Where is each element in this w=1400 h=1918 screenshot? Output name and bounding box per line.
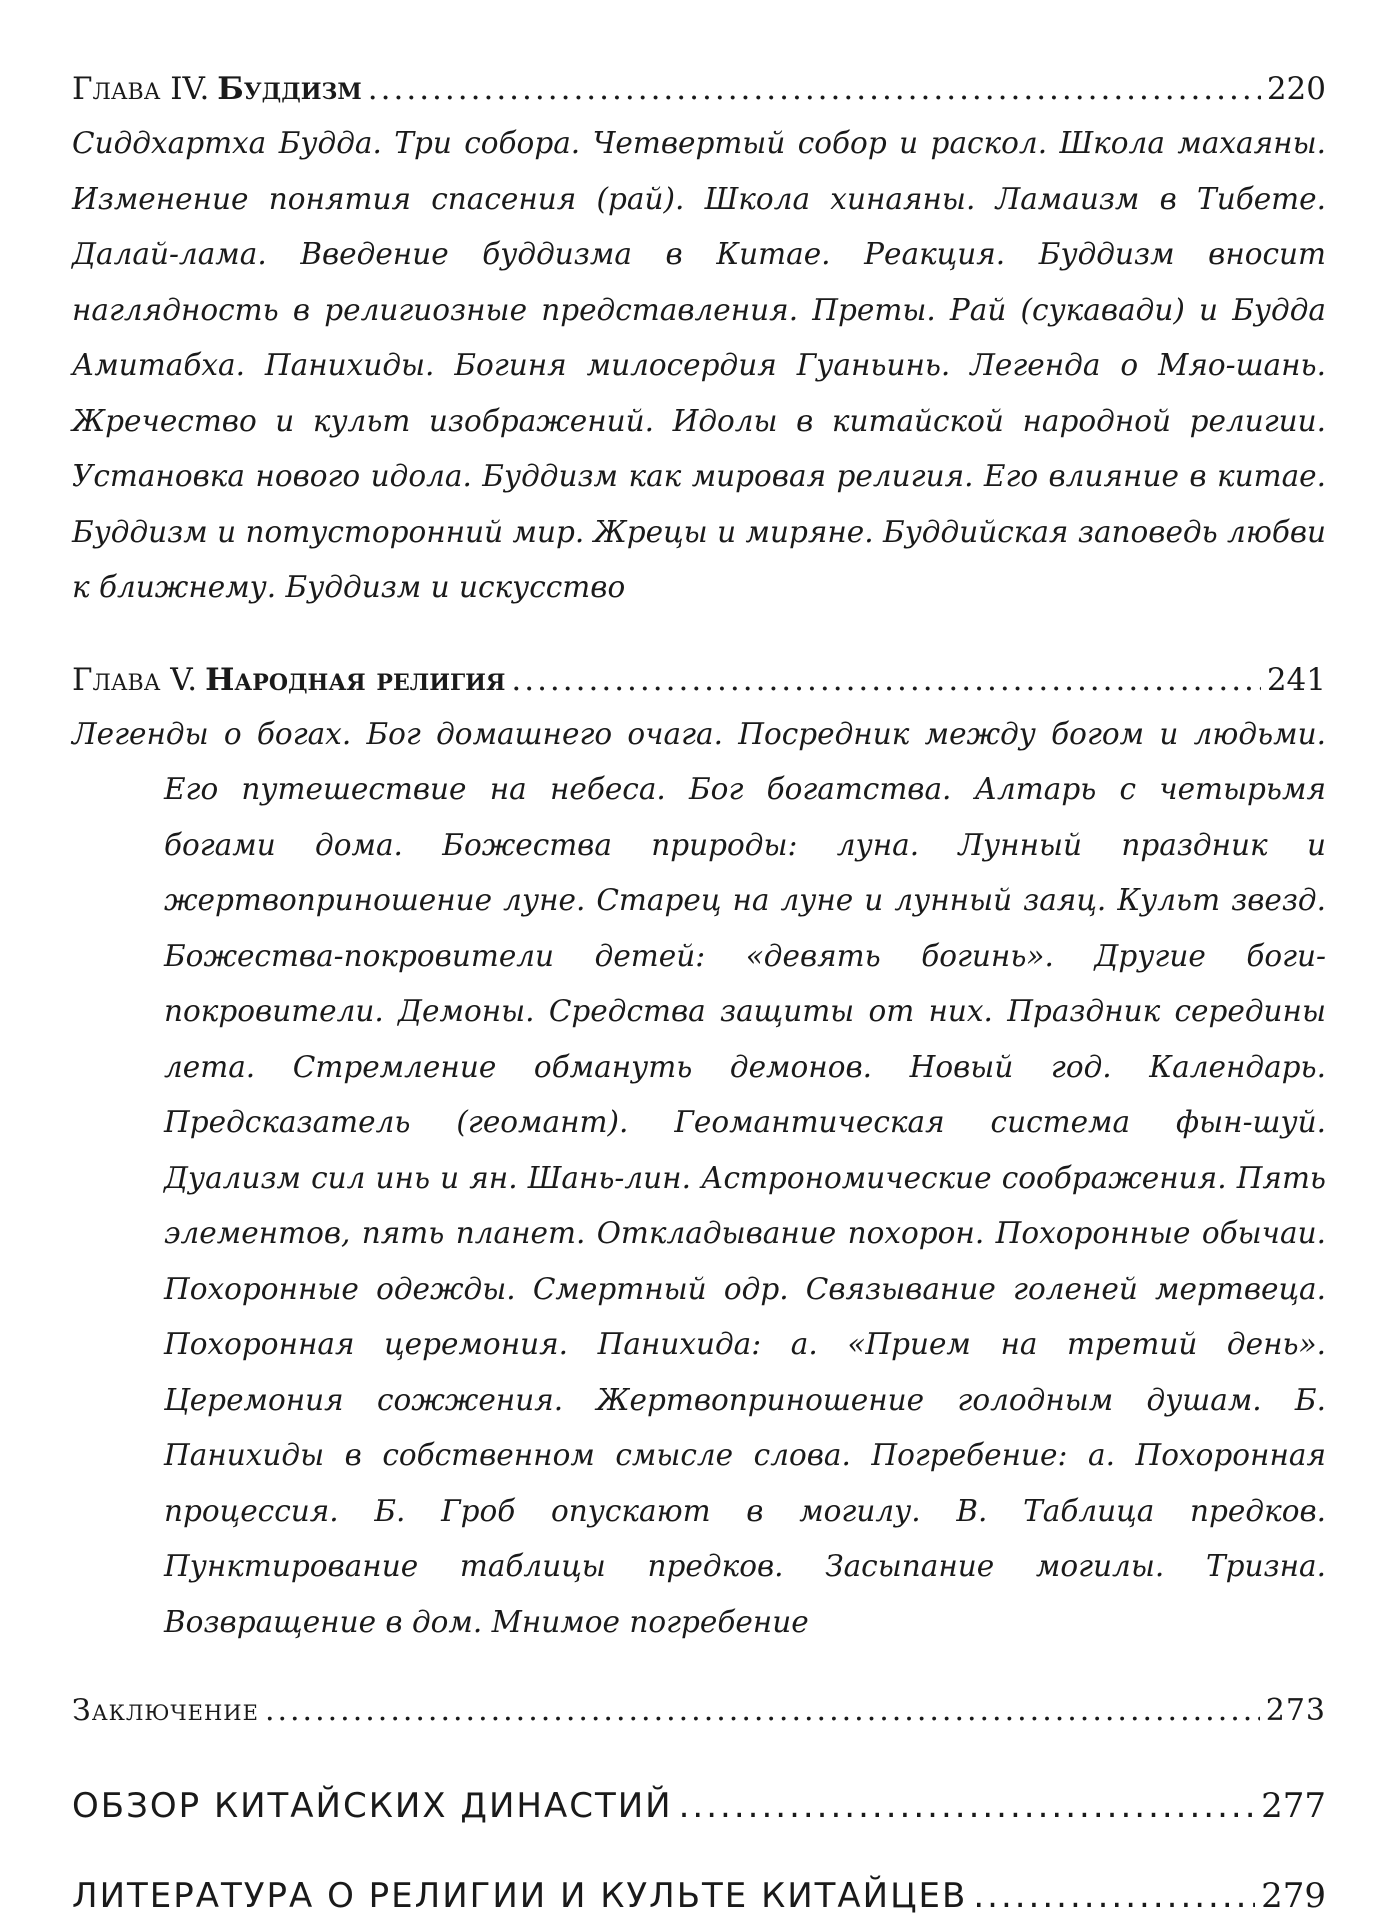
- entry-title: ЛИТЕРАТУРА О РЕЛИГИИ И КУЛЬТЕ КИТАЙЦЕВ: [72, 1876, 968, 1916]
- toc-entry-heading: [72, 659, 505, 701]
- dot-leader: [368, 68, 1261, 110]
- toc-entry-heading: [72, 68, 362, 110]
- page-number: 220: [1266, 71, 1326, 107]
- page-number: 279: [1261, 1876, 1326, 1916]
- toc-entry-line: [72, 68, 1326, 110]
- page-number: 277: [1261, 1786, 1326, 1826]
- dot-leader: [511, 659, 1260, 701]
- dot-leader: [265, 1690, 1260, 1732]
- entry-title: Заключение: [72, 1693, 259, 1728]
- table-of-contents: [72, 68, 1326, 1918]
- dot-leader: [973, 1874, 1255, 1918]
- chapter-title: Народная религия: [205, 661, 506, 698]
- toc-entry-line: [72, 1690, 1326, 1732]
- chapter-title: Буддизм: [217, 71, 362, 107]
- toc-entry-conclusion: [72, 1690, 1326, 1732]
- toc-appendix-entries: [72, 1784, 1326, 1918]
- entry-title: ОБЗОР КИТАЙСКИХ ДИНАСТИЙ: [72, 1786, 673, 1826]
- toc-entry-dynasties: [72, 1784, 1326, 1828]
- toc-entry-line: [72, 659, 1326, 701]
- chapter-summary: Легенды о богах. Бог домашнего очага. Посредник между богом и людьми. Его путешествие на небеса. Бог богатства. Алтарь с четырьмя богами дома. Божества природы: луна. Лунный праздник и жертвоприношение луне. Старец на луне и лунный заяц. Культ звезд. Божества-покровители детей: «девять богинь». Другие боги-покровители. Демоны. Средства защиты от них. Праздник середины лета. Стремление обмануть демонов. Новый год. Календарь. Предсказатель (геомант). Геомантическая система фын-шуй. Дуализм сил инь и ян. Шань-лин. Астрономические соображения. Пять элементов, пять планет. Откладывание похорон. Похоронные обычаи. Похоронные одежды. Смертный одр. Связывание голеней мертвеца. Похоронная церемония. Панихида: а. «Прием на третий день». Церемония сожжения. Жертвоприношение голодным душам. Б. Панихиды в собственном смысле слова. Погребение: а. Похоронная процессия. Б. Гроб опускают в могилу. В. Таблица предков. Пунктирование таблицы предков. Засыпание могилы. Тризна. Возвращение в дом. Мнимое погребение: [72, 716, 1326, 1639]
- dot-leader: [679, 1784, 1255, 1828]
- page-number: 241: [1266, 661, 1326, 698]
- page-number: 273: [1265, 1693, 1326, 1728]
- chapter-label: Глава V.: [72, 661, 198, 698]
- toc-entry-chapter-4: [72, 68, 1326, 616]
- chapter-summary: Сиддхартха Будда. Три собора. Четвертый собор и раскол. Школа махаяны. Изменение понятия спасения (рай). Школа хинаяны. Ламаизм в Тибете. Далай-лама. Введение буддизма в Китае. Реакция. Буддизм вносит наглядность в религиозные представления. Преты. Рай (сукавади) и Будда Амитабха. Панихиды. Богиня милосердия Гуаньинь. Легенда о Мяо-шань. Жречество и культ изображений. Идолы в китайской народной религии. Установка нового идола. Буддизм как мировая религия. Его влияние в китае. Буддизм и потусторонний мир. Жрецы и миряне. Буддийская заповедь любви к ближнему. Буддизм и искусство: [72, 126, 1326, 604]
- toc-entry-literature: [72, 1874, 1326, 1918]
- chapter-label: Глава IV.: [72, 71, 210, 107]
- toc-entry-chapter-5: [72, 659, 1326, 1651]
